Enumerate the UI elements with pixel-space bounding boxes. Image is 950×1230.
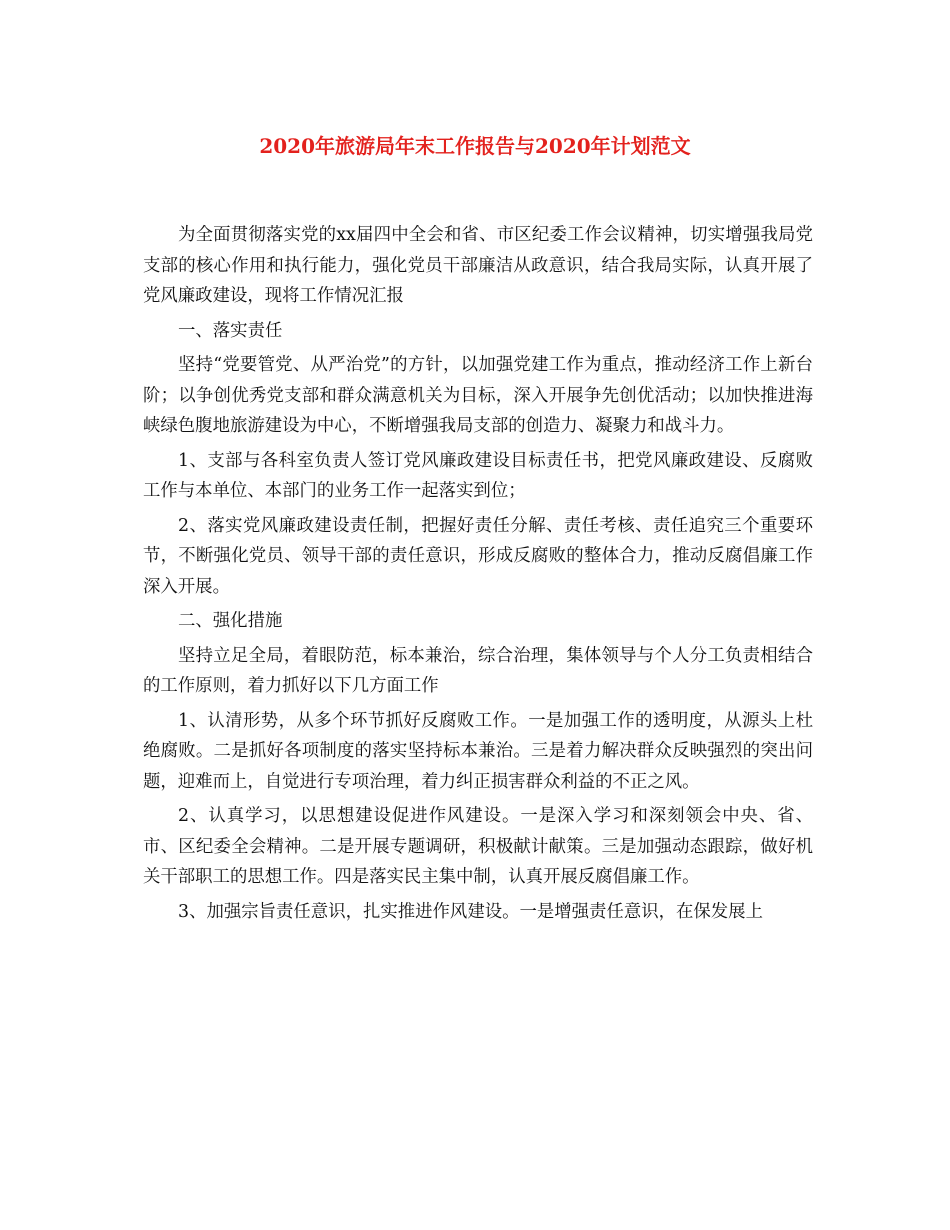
paragraph-principle: 坚持“党要管党、从严治党”的方针，以加强党建工作为重点，推动经济工作上新台阶；以争创优秀党支部和群众满意机关为目标，深入开展争先创优活动；以加快推进海峡绿色腹地旅游建设为中心，不断增强我局支部的创造力、凝聚力和战斗力。 [143, 355, 813, 436]
section-heading-1: 一、落实责任 [178, 320, 283, 341]
paragraph-item-2: 2、落实党风廉政建设责任制，把握好责任分解、责任考核、责任追究三个重要环节，不断强化党员、领导干部的责任意识，形成反腐败的整体合力，推动反腐倡廉工作深入开展。 [143, 515, 813, 597]
document-body [143, 220, 813, 931]
paragraph-item-1: 1、支部与各科室负责人签订党风廉政建设目标责任书，把党风廉政建设、反腐败工作与本单位、本部门的业务工作一起落实到位； [143, 450, 813, 501]
paragraph-measure-3: 3、加强宗旨责任意识，扎实推进作风建设。一是增强责任意识，在保发展上 [178, 901, 763, 922]
document-title: 2020年旅游局年末工作报告与2020年计划范文 [259, 134, 691, 158]
paragraph-measure-2: 2、认真学习，以思想建设促进作风建设。一是深入学习和深刻领会中央、省、市、区纪委全会精神。二是开展专题调研，积极献计献策。三是加强动态跟踪，做好机关干部职工的思想工作。四是落实民主集中制，认真开展反腐倡廉工作。 [143, 806, 813, 887]
paragraph-measure-1: 1、认清形势，从多个环节抓好反腐败工作。一是加强工作的透明度，从源头上杜绝腐败。二是抓好各项制度的落实坚持标本兼治。三是着力解决群众反映强烈的突出问题，迎难而上，自觉进行专项治理，着力纠正损害群众利益的不正之风。 [143, 710, 813, 792]
section-heading-2: 二、强化措施 [178, 611, 283, 631]
paragraph-intro: 为全面贯彻落实党的xx届四中全会和省、市区纪委工作会议精神，切实增强我局党支部的核心作用和执行能力，强化党员干部廉洁从政意识，结合我局实际，认真开展了党风廉政建设，现将工作情况汇报 [143, 225, 813, 306]
paragraph-principle-2: 坚持立足全局，着眼防范，标本兼治，综合治理，集体领导与个人分工负责相结合的工作原则，着力抓好以下几方面工作 [143, 645, 813, 696]
